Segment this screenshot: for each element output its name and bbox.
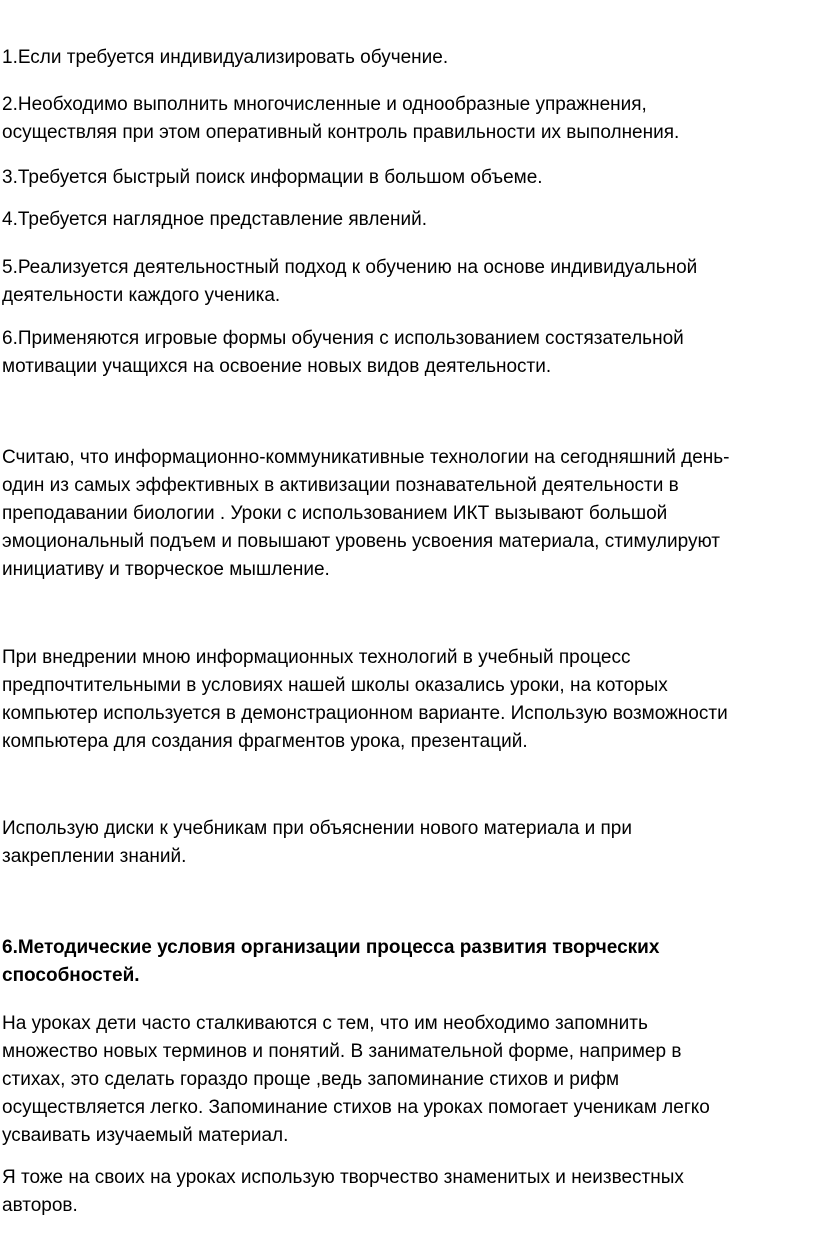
text-line: преподавании биологии . Уроки с использованием ИКТ вызывают большой bbox=[2, 503, 668, 524]
text-line: компьютера для создания фрагментов урока, презентаций. bbox=[2, 731, 528, 752]
text-line: 2.Необходимо выполнить многочисленные и однообразные упражнения, bbox=[2, 94, 647, 115]
text-line: авторов. bbox=[2, 1195, 78, 1216]
text-line: Использую диски к учебникам при объяснении нового материала и при bbox=[2, 818, 632, 839]
paragraph-implementation bbox=[2, 644, 814, 756]
paragraph-ict bbox=[2, 444, 814, 584]
text-line: 1.Если требуется индивидуализировать обучение. bbox=[2, 47, 449, 68]
text-line: один из самых эффективных в активизации познавательной деятельности в bbox=[2, 475, 679, 496]
list-item-5 bbox=[2, 254, 814, 310]
text-line: мотивации учащихся на освоение новых видов деятельности. bbox=[2, 356, 552, 377]
text-line: компьютер используется в демонстрационном варианте. Использую возможности bbox=[2, 703, 728, 724]
list-item-6 bbox=[2, 325, 814, 381]
paragraph-poems bbox=[2, 1010, 814, 1150]
text-line: Я тоже на своих на уроках использую творчество знаменитых и неизвестных bbox=[2, 1167, 684, 1188]
text-line: Считаю, что информационно-коммуникативные технологии на сегодняшний день- bbox=[2, 447, 730, 468]
text-line: При внедрении мною информационных технологий в учебный процесс bbox=[2, 647, 631, 668]
text-line: 3.Требуется быстрый поиск информации в большом объеме. bbox=[2, 167, 543, 188]
text-line: множество новых терминов и понятий. В занимательной форме, например в bbox=[2, 1041, 682, 1062]
text-line: закреплении знаний. bbox=[2, 846, 187, 867]
list-item-4 bbox=[2, 206, 814, 234]
text-line: осуществляя при этом оперативный контроль правильности их выполнения. bbox=[2, 122, 680, 143]
paragraph-disks bbox=[2, 815, 814, 871]
text-line: эмоциональный подъем и повышают уровень усвоения материала, стимулируют bbox=[2, 531, 720, 552]
text-line: деятельности каждого ученика. bbox=[2, 285, 281, 306]
section-heading bbox=[2, 934, 814, 990]
text-line: 6.Методические условия организации процесса развития творческих bbox=[2, 937, 660, 958]
text-line: инициативу и творческое мышление. bbox=[2, 559, 330, 580]
text-line: усваивать изучаемый материал. bbox=[2, 1125, 289, 1146]
text-line: осуществляется легко. Запоминание стихов на уроках помогает ученикам легко bbox=[2, 1097, 710, 1118]
text-line: 6.Применяются игровые формы обучения с использованием состязательной bbox=[2, 328, 684, 349]
list-item-2 bbox=[2, 91, 814, 147]
list-item-3 bbox=[2, 164, 814, 192]
text-line: 4.Требуется наглядное представление явлений. bbox=[2, 209, 427, 230]
list-item-1 bbox=[2, 44, 814, 72]
paragraph-authors bbox=[2, 1164, 814, 1220]
text-line: На уроках дети часто сталкиваются с тем, что им необходимо запомнить bbox=[2, 1013, 648, 1034]
text-line: 5.Реализуется деятельностный подход к обучению на основе индивидуальной bbox=[2, 257, 698, 278]
text-line: предпочтительными в условиях нашей школы оказались уроки, на которых bbox=[2, 675, 668, 696]
text-line: стихах, это сделать гораздо проще ,ведь запоминание стихов и рифм bbox=[2, 1069, 620, 1090]
text-line: способностей. bbox=[2, 965, 140, 986]
